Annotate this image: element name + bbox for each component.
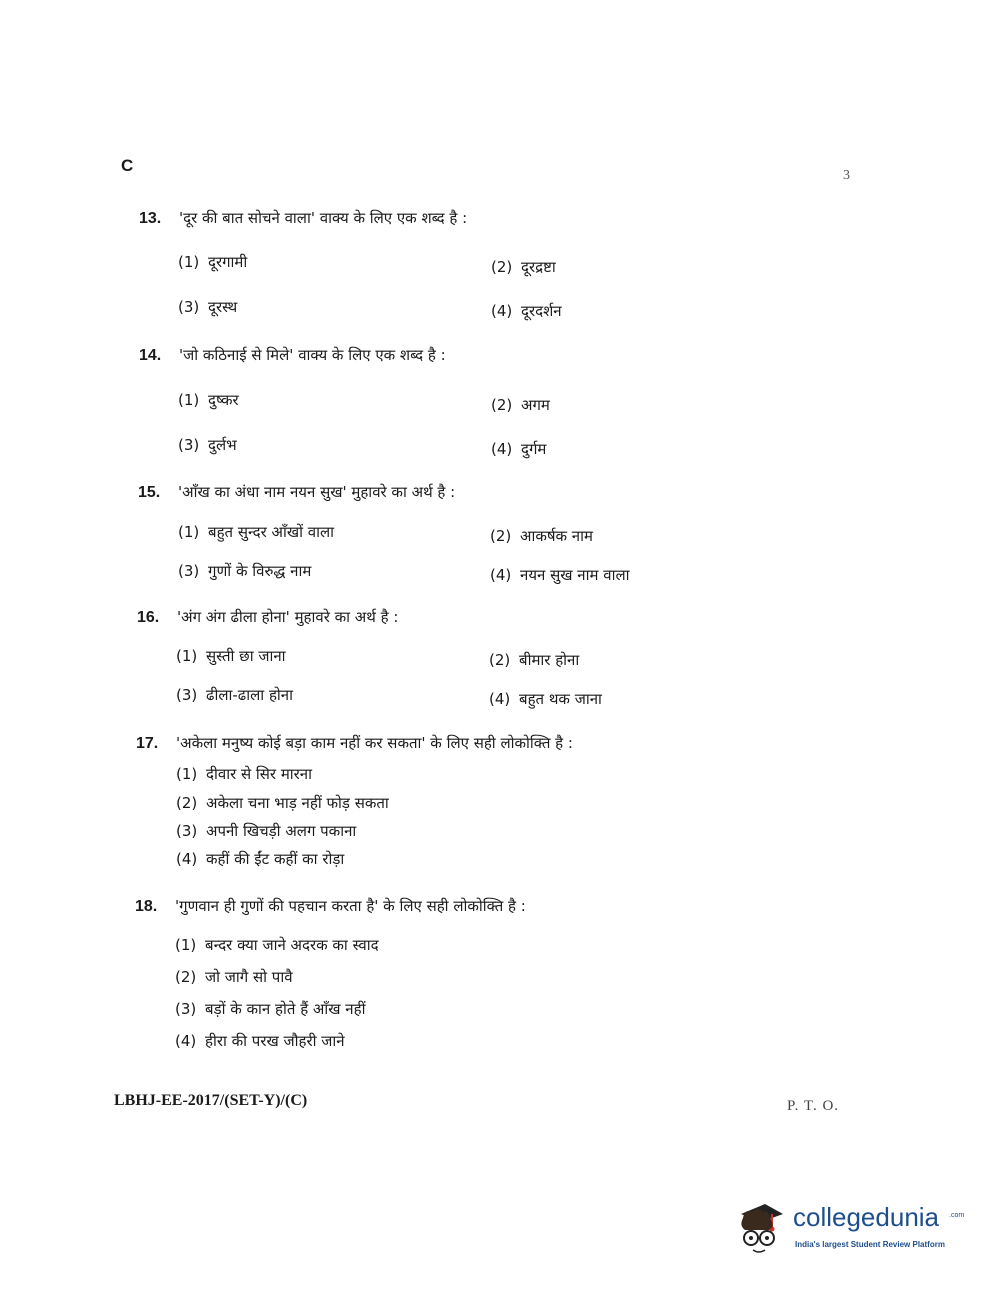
option-17-4: (4) कहीं की ईंट कहीं का रोड़ा xyxy=(176,850,345,868)
option-16-3: (3) ढीला-ढाला होना xyxy=(176,686,294,704)
collegedunia-logo xyxy=(735,1196,965,1262)
question-number: 13. xyxy=(139,210,162,227)
question-17 xyxy=(136,733,573,753)
option-17-2: (2) अकेला चना भाड़ नहीं फोड़ सकता xyxy=(176,794,389,812)
question-text: 'अंग अंग ढीला होना' मुहावरे का अर्थ है : xyxy=(177,608,399,626)
brand-tagline: India's largest Student Review Platform xyxy=(795,1240,945,1249)
question-number: 18. xyxy=(135,898,158,915)
brand-name: collegedunia xyxy=(793,1202,940,1232)
page-number: 3 xyxy=(843,168,850,183)
option-14-1: (1) दुष्कर xyxy=(178,391,239,409)
brand-suffix: .com xyxy=(949,1212,965,1219)
option-15-2: (2) आकर्षक नाम xyxy=(490,527,593,545)
question-number: 16. xyxy=(137,609,160,626)
question-text: 'आँख का अंधा नाम नयन सुख' मुहावरे का अर्थ है : xyxy=(178,483,456,501)
option-17-3: (3) अपनी खिचड़ी अलग पकाना xyxy=(176,822,357,840)
option-18-1: (1) बन्दर क्या जाने अदरक का स्वाद xyxy=(175,936,379,954)
question-text: 'दूर की बात सोचने वाला' वाक्य के लिए एक शब्द है : xyxy=(179,209,468,227)
question-13 xyxy=(139,208,467,228)
option-14-3: (3) दुर्लभ xyxy=(178,436,237,454)
option-13-1: (1) दूरगामी xyxy=(178,253,248,271)
pto-label: P. T. O. xyxy=(787,1098,840,1114)
option-13-2: (2) दूरद्रष्टा xyxy=(491,258,556,276)
option-14-2: (2) अगम xyxy=(491,396,550,414)
mascot-icon xyxy=(735,1200,787,1256)
question-14 xyxy=(139,345,446,365)
option-16-4: (4) बहुत थक जाना xyxy=(489,690,602,708)
option-13-3: (3) दूरस्थ xyxy=(178,298,238,316)
question-text: 'गुणवान ही गुणों की पहचान करता है' के लिए सही लोकोक्ति है : xyxy=(175,897,526,915)
option-18-4: (4) हीरा की परख जौहरी जाने xyxy=(175,1032,345,1050)
question-15 xyxy=(138,482,455,502)
question-text: 'अकेला मनुष्य कोई बड़ा काम नहीं कर सकता' के लिए सही लोकोक्ति है : xyxy=(176,734,573,752)
question-number: 14. xyxy=(139,347,162,364)
option-16-2: (2) बीमार होना xyxy=(489,651,580,669)
question-number: 17. xyxy=(136,735,159,752)
question-16 xyxy=(137,607,398,627)
question-18 xyxy=(135,896,526,916)
paper-code: LBHJ-EE-2017/(SET-Y)/(C) xyxy=(114,1092,308,1109)
option-17-1: (1) दीवार से सिर मारना xyxy=(176,765,313,783)
question-number: 15. xyxy=(138,484,161,501)
option-18-3: (3) बड़ों के कान होते हैं आँख नहीं xyxy=(175,1000,366,1018)
option-18-2: (2) जो जागै सो पावै xyxy=(175,968,293,986)
option-14-4: (4) दुर्गम xyxy=(491,440,547,458)
question-text: 'जो कठिनाई से मिले' वाक्य के लिए एक शब्द है : xyxy=(179,346,446,364)
set-letter: C xyxy=(121,156,134,175)
option-15-1: (1) बहुत सुन्दर आँखों वाला xyxy=(178,523,335,541)
option-15-4: (4) नयन सुख नाम वाला xyxy=(490,566,630,584)
option-13-4: (4) दूरदर्शन xyxy=(491,302,562,320)
option-15-3: (3) गुणों के विरुद्ध नाम xyxy=(178,562,312,580)
option-16-1: (1) सुस्ती छा जाना xyxy=(176,647,286,665)
